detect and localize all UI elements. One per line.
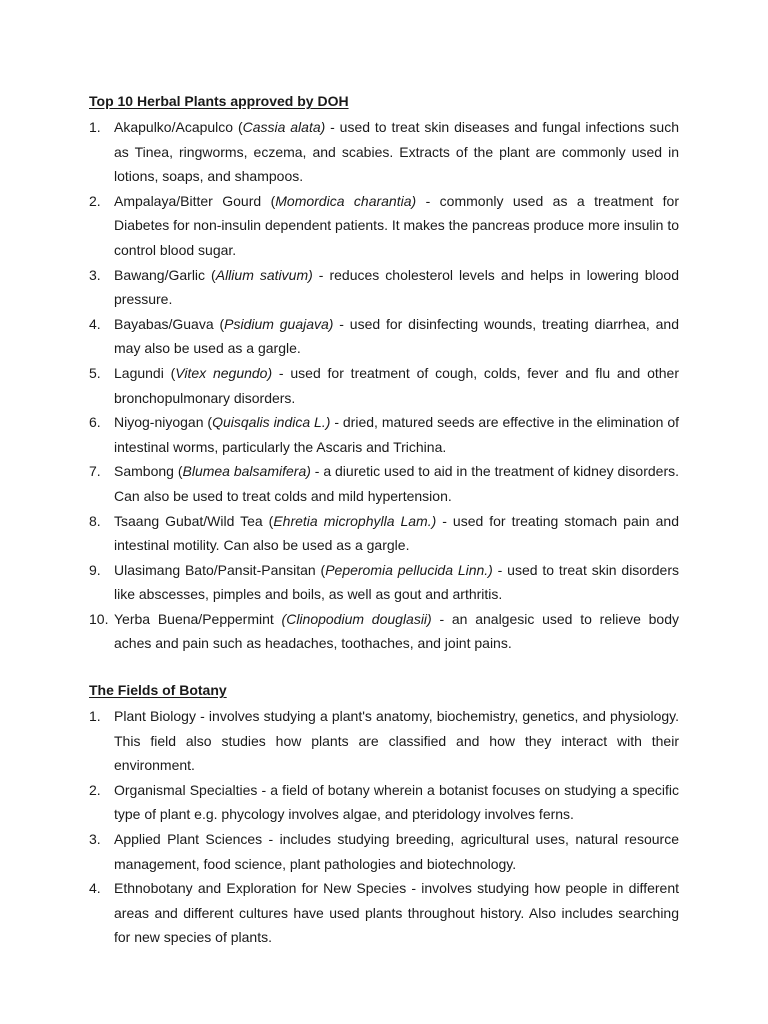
herbal-item-10 (89, 607, 679, 656)
scientific-name: Vitex negundo) (175, 364, 273, 381)
plant-description: - a diuretic used to aid in the treatment of kidney disorders. Can also be used to treat colds and mild hypertension. (114, 463, 679, 504)
item-number: 10. (89, 610, 109, 627)
fields-of-botany-list (89, 704, 679, 950)
herbal-item-8 (89, 509, 679, 558)
fields-of-botany-section (89, 681, 679, 950)
herbal-item-9 (89, 558, 679, 607)
item-number: 9. (89, 561, 101, 578)
field-description: Applied Plant Sciences - includes studying breeding, agricultural uses, natural resource management, food science, plant pathologies and biotechnology. (114, 830, 679, 872)
item-number: 3. (89, 830, 101, 847)
item-number: 3. (89, 266, 101, 283)
plant-name: Sambong ( (114, 463, 183, 480)
botany-item-1 (89, 704, 679, 778)
plant-name: Tsaang Gubat/Wild Tea ( (114, 512, 274, 529)
plant-name: Bawang/Garlic ( (114, 266, 216, 283)
item-number: 6. (89, 414, 101, 431)
herbal-item-7 (89, 459, 679, 508)
plant-description: - an analgesic used to relieve body aches and pain such as headaches, toothaches, and joint pains. (114, 610, 680, 652)
scientific-name: Ehretia microphylla Lam.) (273, 512, 437, 529)
scientific-name: (Clinopodium douglasii) (281, 610, 432, 627)
scientific-name: Cassia alata) (242, 119, 326, 135)
scientific-name: Peperomia pellucida Linn.) (325, 561, 493, 578)
field-description: Organismal Specialties - a field of botany wherein a botanist focuses on studying a specific type of plant e.g. phycology involves algae, and pteridology involves ferns. (114, 781, 679, 823)
item-number: 5. (89, 364, 101, 381)
plant-name: Ulasimang Bato/Pansit-Pansitan ( (114, 561, 326, 578)
herbal-item-3 (89, 263, 679, 312)
plant-description: - used for treating stomach pain and intestinal motility. Can also be used as a gargle. (114, 512, 679, 554)
herbal-plants-heading: Top 10 Herbal Plants approved by DOH (89, 93, 349, 109)
botany-item-3 (89, 827, 679, 876)
plant-name: Bayabas/Guava ( (114, 315, 225, 332)
item-number: 2. (89, 192, 101, 209)
scientific-name: Psidium guajava) (224, 315, 334, 332)
item-number: 8. (89, 512, 101, 529)
plant-description: - used for disinfecting wounds, treating diarrhea, and may also be used as a gargle. (114, 315, 680, 357)
item-number: 7. (89, 463, 101, 480)
item-number: 2. (89, 781, 101, 798)
plant-description: - used to treat skin diseases and fungal infections such as Tinea, ringworms, eczema, and scabies. Extracts of the plant are commonly used in lotions, soaps, and shampoos. (114, 119, 680, 185)
plant-description: - used for treatment of cough, colds, fever and flu and other bronchopulmonary disorders. (114, 364, 679, 406)
botany-item-4 (89, 876, 679, 950)
plant-name: Niyog-niyogan ( (114, 414, 213, 431)
herbal-item-2 (89, 189, 679, 263)
item-number: 1. (89, 708, 101, 724)
fields-of-botany-heading: The Fields of Botany (89, 682, 227, 698)
herbal-item-5 (89, 361, 679, 410)
item-number: 1. (89, 119, 101, 135)
plant-name: Akapulko/Acapulco ( (114, 119, 243, 135)
herbal-item-4 (89, 312, 679, 361)
field-description: Ethnobotany and Exploration for New Species - involves studying how people in different areas and different cultures have used plants throughout history. Also includes searching for new species of plants. (114, 880, 679, 946)
plant-name: Lagundi ( (114, 364, 176, 381)
plant-name: Ampalaya/Bitter Gourd ( (114, 192, 276, 209)
herbal-plants-list (89, 115, 679, 656)
scientific-name: Allium sativum) (215, 266, 313, 283)
herbal-plants-section (89, 92, 679, 656)
plant-description: - commonly used as a treatment for Diabetes for non-insulin dependent patients. It makes the pancreas produce more insulin to control blood sugar. (114, 192, 680, 258)
item-number: 4. (89, 880, 101, 897)
item-number: 4. (89, 315, 101, 332)
plant-description: - used to treat skin disorders like abscesses, pimples and boils, as well as gout and arthritis. (114, 561, 679, 603)
field-description: Plant Biology - involves studying a plant's anatomy, biochemistry, genetics, and physiology. This field also studies how plants are classified and how they interact with their environment. (114, 708, 679, 774)
plant-description: - reduces cholesterol levels and helps in lowering blood pressure. (114, 266, 680, 308)
herbal-item-1 (89, 115, 679, 189)
plant-name: Yerba Buena/Peppermint (114, 610, 282, 627)
scientific-name: Momordica charantia) (275, 192, 417, 209)
botany-item-2 (89, 778, 679, 827)
scientific-name: Quisqalis indica L.) (212, 414, 331, 431)
scientific-name: Blumea balsamifera) (182, 463, 311, 480)
plant-description: - dried, matured seeds are effective in the elimination of intestinal worms, particularly the Ascaris and Trichina. (114, 414, 679, 455)
herbal-item-6 (89, 410, 679, 459)
